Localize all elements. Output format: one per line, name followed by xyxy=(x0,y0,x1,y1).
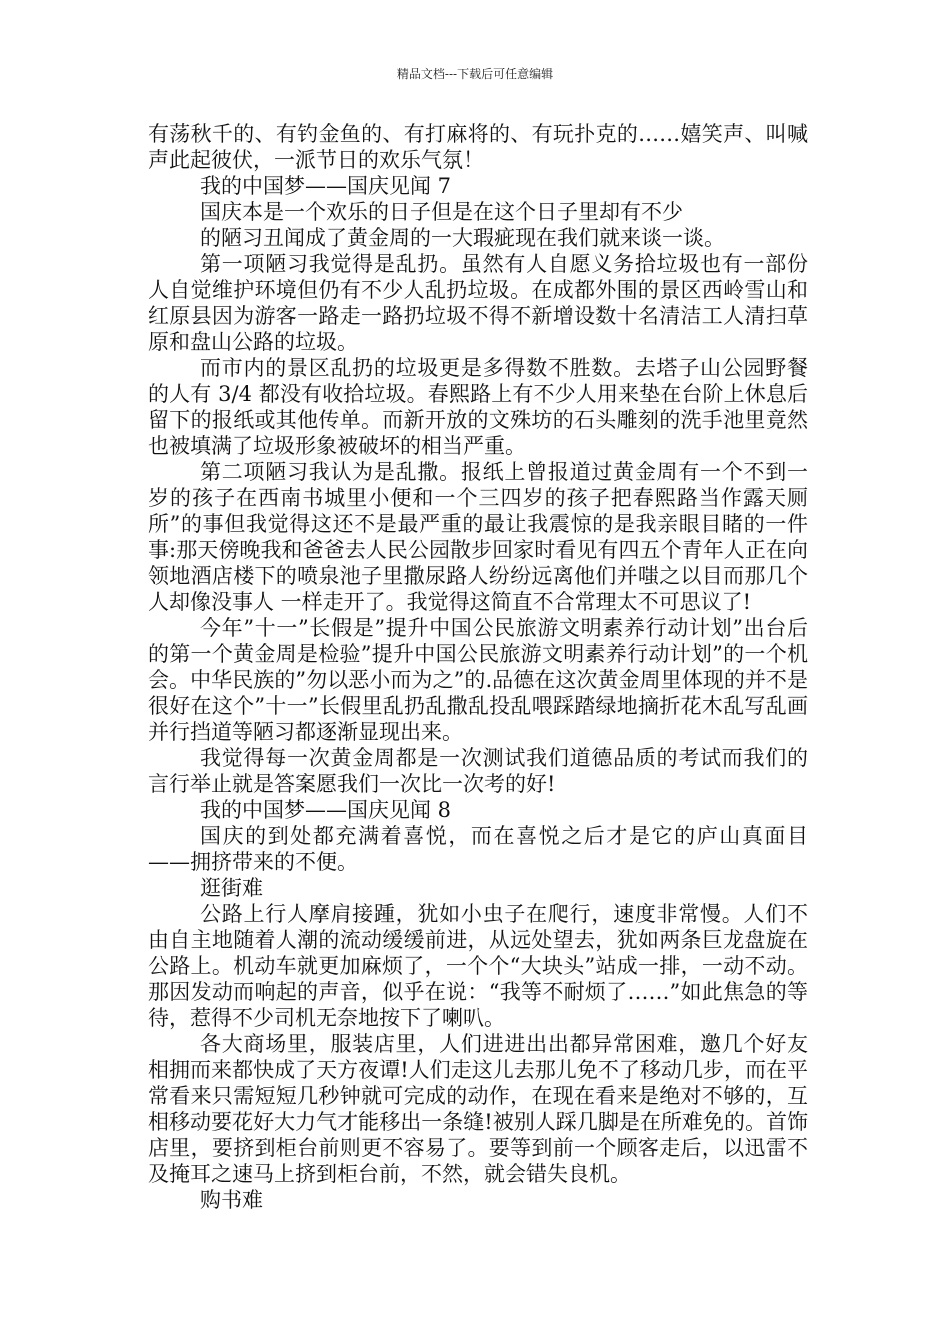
section-heading: 我的中国梦——国庆见闻 7 xyxy=(200,174,452,198)
section-heading: 购书难 xyxy=(200,1188,263,1212)
paragraph: 今年”十一”长假是”提升中国公民旅游文明素养行动计划”出台后的第一个黄金周是检验”提升中国公民旅游文明素养行动计划”的一个机会。中华民族的”勿以恶小而为之”的.品德在这次黄金周里体现的并不是很好在这个”十一”长假里乱扔乱撒乱投乱喂踩踏绿地摘折花木乱写乱画并行挡道等陋习都逐渐显现出来。 xyxy=(148,616,808,744)
paragraph: 的陋习丑闻成了黄金周的一大瑕疵现在我们就来谈一谈。 xyxy=(200,226,725,250)
paragraph: 我觉得每一次黄金周都是一次测试我们道德品质的考试而我们的言行举止就是答案愿我们一次比一次考的好! xyxy=(148,746,808,796)
paragraph: 公路上行人摩肩接踵，犹如小虫子在爬行，速度非常慢。人们不由自主地随着人潮的流动缓缓前进，从远处望去，犹如两条巨龙盘旋在公路上。机动车就更加麻烦了，一个个“大块头”站成一排，一动不动。那因发动而响起的声音，似乎在说：“我等不耐烦了……”如此焦急的等待，惹得不少司机无奈地按下了喇叭。 xyxy=(148,902,808,1030)
paragraph: 而市内的景区乱扔的垃圾更是多得数不胜数。去塔子山公园野餐的人有 3/4 都没有收拾垃圾。春熙路上有不少人用来垫在台阶上休息后留下的报纸或其他传单。而新开放的文殊坊的石头雕刻的洗手池里竟然也被填满了垃圾形象被破坏的相当严重。 xyxy=(148,356,808,458)
paragraph: 国庆本是一个欢乐的日子但是在这个日子里却有不少 xyxy=(200,200,683,224)
section-heading: 逛街难 xyxy=(200,876,263,900)
page-header: 精品文档---下载后可任意编辑 xyxy=(396,67,554,81)
paragraph: 有荡秋千的、有钓金鱼的、有打麻将的、有玩扑克的……嬉笑声、叫喊声此起彼伏，一派节日的欢乐气氛！ xyxy=(148,122,808,172)
paragraph: 国庆的到处都充满着喜悦，而在喜悦之后才是它的庐山真面目——拥挤带来的不便。 xyxy=(148,824,808,874)
paragraph: 第二项陋习我认为是乱撒。报纸上曾报道过黄金周有一个不到一岁的孩子在西南书城里小便和一个三四岁的孩子把春熙路当作露天厕所”的事但我觉得这还不是最严重的最让我震惊的是我亲眼目睹的一件事:那天傍晚我和爸爸去人民公园散步回家时看见有四五个青年人正在向领地酒店楼下的喷泉池子里撒尿路人纷纷远离他们并嗤之以目而那几个人却像没事人 一样走开了。我觉得这简直不合常理太不可思议了! xyxy=(148,460,808,614)
paragraph: 各大商场里，服装店里，人们进进出出都异常困难，邀几个好友相拥而来都快成了天方夜谭!人们走这儿去那儿免不了移动几步，而在平常看来只需短短几秒钟就可完成的动作，在现在看来是绝对不够的，互相移动要花好大力气才能移出一条缝!被别人踩几脚是在所难免的。首饰店里，要挤到柜台前则更不容易了。要等到前一个顾客走后，以迅雷不及掩耳之速马上挤到柜台前，不然，就会错失良机。 xyxy=(148,1032,808,1186)
section-heading: 我的中国梦——国庆见闻 8 xyxy=(200,798,452,822)
document-body xyxy=(148,121,808,1213)
paragraph: 第一项陋习我觉得是乱扔。虽然有人自愿义务拾垃圾也有一部份人自觉维护环境但仍有不少人乱扔垃圾。在成都外围的景区西岭雪山和红原县因为游客一路走一路扔垃圾不得不新增设数十名清洁工人清扫草原和盘山公路的垃圾。 xyxy=(148,252,808,354)
